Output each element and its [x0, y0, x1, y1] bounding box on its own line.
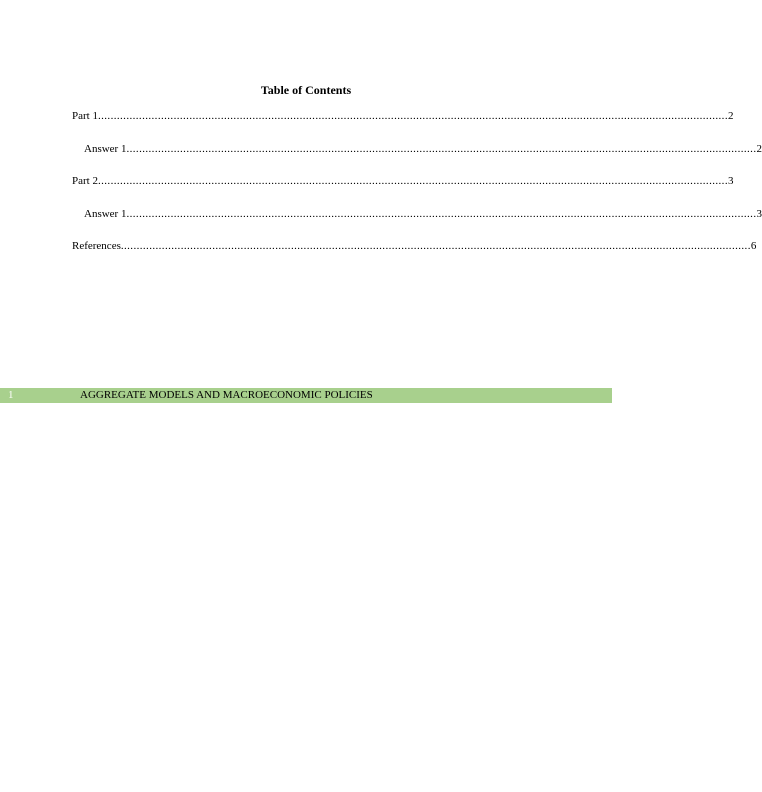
table-of-contents	[72, 82, 762, 272]
toc-dot-leader: ........................................................................................................................................................................................................	[120, 240, 751, 253]
toc-entry-label: Part 1	[72, 110, 98, 122]
toc-entry-part-1[interactable]	[72, 109, 734, 123]
toc-entry-page: 2	[727, 110, 734, 122]
page-number: 1	[8, 389, 14, 401]
toc-entry-page: 3	[756, 207, 762, 220]
toc-entry-references[interactable]	[72, 239, 757, 253]
running-header-band	[0, 388, 612, 403]
toc-entry-part-1-answer-1[interactable]	[72, 142, 762, 156]
toc-dot-leader: ........................................................................................................................................................................................................	[97, 175, 728, 188]
toc-dot-leader: ........................................................................................................................................................................................................	[126, 207, 757, 220]
toc-entry-page: 3	[727, 175, 734, 188]
toc-dot-leader: ........................................................................................................................................................................................................	[97, 110, 728, 122]
toc-entry-label: Answer 1	[84, 142, 127, 155]
toc-entry-label: Answer 1	[84, 207, 127, 220]
toc-entry-label: References	[72, 240, 121, 253]
toc-entry-page: 2	[756, 142, 762, 155]
running-title: AGGREGATE MODELS AND MACROECONOMIC POLICIES	[80, 389, 373, 401]
toc-dot-leader: ........................................................................................................................................................................................................	[126, 142, 757, 155]
toc-entry-page: 6	[750, 240, 757, 253]
toc-entry-part-2[interactable]	[72, 174, 734, 188]
toc-entry-part-2-answer-1[interactable]	[72, 207, 762, 221]
toc-heading: Table of Contents	[260, 83, 352, 97]
toc-entry-label: Part 2	[72, 175, 98, 188]
